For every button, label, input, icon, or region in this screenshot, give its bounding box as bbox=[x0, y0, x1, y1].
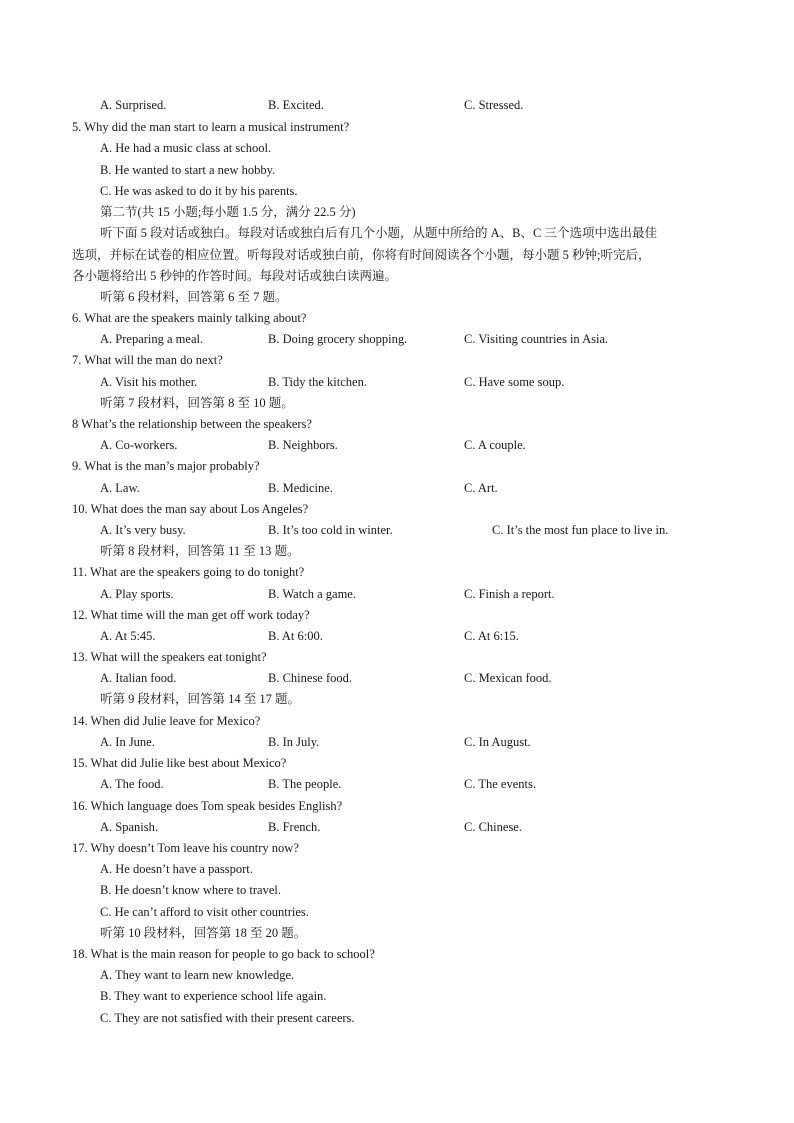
material-9-header: 听第 9 段材料，回答第 14 至 17 题。 bbox=[100, 692, 301, 706]
q15-question: 15. What did Julie like best about Mexico? bbox=[72, 756, 287, 770]
q6-option-a[interactable]: A. Preparing a meal. bbox=[100, 332, 204, 346]
q11-options bbox=[0, 586, 794, 602]
q12-option-b[interactable]: B. At 6:00. bbox=[268, 629, 323, 643]
q17-option-a[interactable]: A. He doesn’t have a passport. bbox=[100, 862, 253, 876]
q13-option-a[interactable]: A. Italian food. bbox=[100, 671, 177, 685]
q4-option-b[interactable]: B. Excited. bbox=[268, 98, 324, 112]
q9-option-b[interactable]: B. Medicine. bbox=[268, 481, 333, 495]
q12-options bbox=[0, 628, 794, 644]
q16-question: 16. Which language does Tom speak besides English? bbox=[72, 799, 343, 813]
material-10-header: 听第 10 段材料，回答第 18 至 20 题。 bbox=[100, 926, 307, 940]
q18-option-b[interactable]: B. They want to experience school life again. bbox=[100, 989, 327, 1003]
q17-question: 17. Why doesn’t Tom leave his country now? bbox=[72, 841, 299, 855]
q14-option-a[interactable]: A. In June. bbox=[100, 735, 155, 749]
q4-option-a[interactable]: A. Surprised. bbox=[100, 98, 167, 112]
q8-option-a[interactable]: A. Co-workers. bbox=[100, 438, 178, 452]
q14-options bbox=[0, 734, 794, 750]
q7-option-c[interactable]: C. Have some soup. bbox=[464, 375, 565, 389]
q14-option-b[interactable]: B. In July. bbox=[268, 735, 320, 749]
material-6-header: 听第 6 段材料，回答第 6 至 7 题。 bbox=[100, 290, 288, 304]
q18-option-a[interactable]: A. They want to learn new knowledge. bbox=[100, 968, 295, 982]
q10-option-c[interactable]: C. It’s the most fun place to live in. bbox=[492, 523, 669, 537]
q15-options bbox=[0, 776, 794, 792]
q11-option-a[interactable]: A. Play sports. bbox=[100, 587, 174, 601]
q9-option-a[interactable]: A. Law. bbox=[100, 481, 140, 495]
section2-title: 第二节(共 15 小题;每小题 1.5 分，满分 22.5 分) bbox=[100, 205, 356, 219]
q5-question: 5. Why did the man start to learn a musical instrument? bbox=[72, 120, 350, 134]
q16-option-c[interactable]: C. Chinese. bbox=[464, 820, 522, 834]
q8-options bbox=[0, 437, 794, 453]
q8-option-c[interactable]: C. A couple. bbox=[464, 438, 526, 452]
q11-option-c[interactable]: C. Finish a report. bbox=[464, 587, 555, 601]
q17-option-b[interactable]: B. He doesn’t know where to travel. bbox=[100, 883, 281, 897]
q6-question: 6. What are the speakers mainly talking about? bbox=[72, 311, 307, 325]
q13-question: 13. What will the speakers eat tonight? bbox=[72, 650, 267, 664]
q4-option-c[interactable]: C. Stressed. bbox=[464, 98, 524, 112]
q15-option-c[interactable]: C. The events. bbox=[464, 777, 536, 791]
q15-option-a[interactable]: A. The food. bbox=[100, 777, 164, 791]
q10-options bbox=[0, 522, 794, 538]
q13-options bbox=[0, 670, 794, 686]
q7-options bbox=[0, 374, 794, 390]
q18-option-c[interactable]: C. They are not satisfied with their present careers. bbox=[100, 1011, 355, 1025]
q17-option-c[interactable]: C. He can’t afford to visit other countries. bbox=[100, 905, 309, 919]
q14-question: 14. When did Julie leave for Mexico? bbox=[72, 714, 261, 728]
section2-instructions-1: 听下面 5 段对话或独白。每段对话或独白后有几个小题，从题中所给的 A、B、C 三个选项中选出最佳 bbox=[100, 226, 657, 240]
q16-option-b[interactable]: B. French. bbox=[268, 820, 321, 834]
q9-options bbox=[0, 480, 794, 496]
q16-options bbox=[0, 819, 794, 835]
section2-instructions-3: 各小题将给出 5 秒钟的作答时间。每段对话或独白读两遍。 bbox=[72, 269, 398, 283]
q13-option-c[interactable]: C. Mexican food. bbox=[464, 671, 552, 685]
q5-option-a[interactable]: A. He had a music class at school. bbox=[100, 141, 272, 155]
material-7-header: 听第 7 段材料，回答第 8 至 10 题。 bbox=[100, 396, 294, 410]
q5-option-b[interactable]: B. He wanted to start a new hobby. bbox=[100, 163, 276, 177]
q13-option-b[interactable]: B. Chinese food. bbox=[268, 671, 353, 685]
q15-option-b[interactable]: B. The people. bbox=[268, 777, 342, 791]
q12-option-a[interactable]: A. At 5:45. bbox=[100, 629, 156, 643]
q10-option-a[interactable]: A. It’s very busy. bbox=[100, 523, 186, 537]
q6-options bbox=[0, 331, 794, 347]
q7-question: 7. What will the man do next? bbox=[72, 353, 223, 367]
q7-option-a[interactable]: A. Visit his mother. bbox=[100, 375, 198, 389]
q14-option-c[interactable]: C. In August. bbox=[464, 735, 531, 749]
q9-question: 9. What is the man’s major probably? bbox=[72, 459, 260, 473]
q12-question: 12. What time will the man get off work today? bbox=[72, 608, 310, 622]
q7-option-b[interactable]: B. Tidy the kitchen. bbox=[268, 375, 367, 389]
q4-options bbox=[0, 97, 794, 113]
q9-option-c[interactable]: C. Art. bbox=[464, 481, 498, 495]
q11-option-b[interactable]: B. Watch a game. bbox=[268, 587, 356, 601]
q5-option-c[interactable]: C. He was asked to do it by his parents. bbox=[100, 184, 298, 198]
q10-question: 10. What does the man say about Los Angeles? bbox=[72, 502, 309, 516]
section2-instructions-2: 选项，并标在试卷的相应位置。听每段对话或独白前，你将有时间阅读各个小题，每小题 5 秒钟;听完后， bbox=[72, 248, 651, 262]
material-8-header: 听第 8 段材料，回答第 11 至 13 题。 bbox=[100, 544, 300, 558]
q6-option-c[interactable]: C. Visiting countries in Asia. bbox=[464, 332, 609, 346]
q8-option-b[interactable]: B. Neighbors. bbox=[268, 438, 338, 452]
q8-question: 8 What’s the relationship between the speakers? bbox=[72, 417, 312, 431]
q12-option-c[interactable]: C. At 6:15. bbox=[464, 629, 519, 643]
q11-question: 11. What are the speakers going to do tonight? bbox=[72, 565, 305, 579]
q6-option-b[interactable]: B. Doing grocery shopping. bbox=[268, 332, 408, 346]
q16-option-a[interactable]: A. Spanish. bbox=[100, 820, 158, 834]
q10-option-b[interactable]: B. It’s too cold in winter. bbox=[268, 523, 393, 537]
q18-question: 18. What is the main reason for people to go back to school? bbox=[72, 947, 375, 961]
